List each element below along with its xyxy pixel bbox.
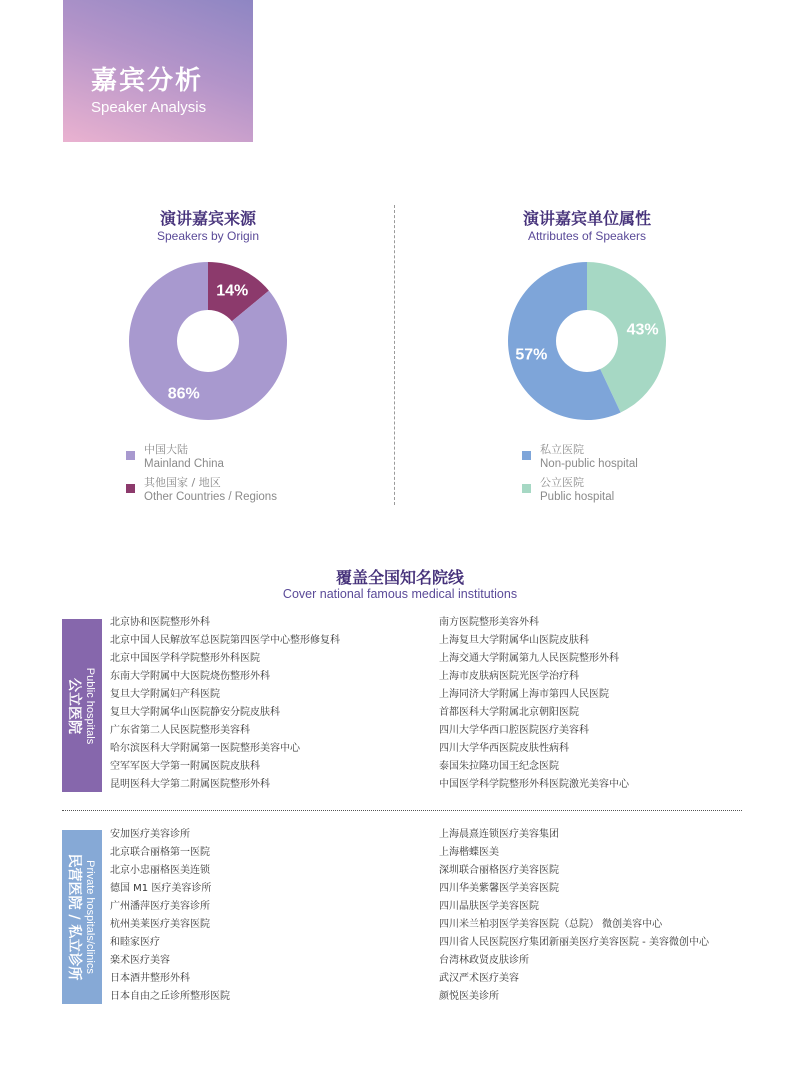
institution-item: 颜悦医美诊所 [439, 991, 499, 1002]
private-clinic-list-left [110, 826, 230, 1006]
page-title: 嘉宾分析 [91, 66, 204, 96]
category-label-zh: 民营医院 / 私立诊所 [66, 853, 82, 981]
origin-slice-label-1: 14% [216, 282, 249, 300]
legend-swatch-other [126, 484, 135, 493]
legend-item-other [126, 476, 277, 504]
origin-chart-title: 演讲嘉宾来源 [159, 209, 256, 228]
legend-item-mainland [126, 443, 277, 471]
institution-item: 哈尔滨医科大学附属第一医院整形美容中心 [110, 743, 300, 754]
institution-item: 中国医学科学院整形外科医院激光美容中心 [439, 779, 629, 790]
legend-label-zh: 其他国家 / 地区 [144, 476, 221, 489]
institution-item: 北京小忠丽格医美连锁 [110, 865, 210, 876]
attributes-legend [522, 443, 638, 509]
institution-item: 上海同济大学附属上海市第四人民医院 [439, 689, 609, 700]
category-label-en: Public hospitals [84, 667, 96, 744]
institution-item: 四川华美紫馨医学美容医院 [439, 883, 559, 894]
legend-label-en: Other Countries / Regions [144, 491, 277, 503]
coverage-title: 覆盖全国知名院线 [335, 568, 464, 587]
institution-item: 上海市皮肤病医院光医学治疗科 [439, 671, 579, 682]
attributes-slice-label-0: 57% [515, 346, 548, 364]
legend-swatch-nonpublic [522, 451, 531, 460]
institution-item: 日本酒井整形外科 [110, 973, 190, 984]
category-label-en: Private hospitals/clinics [84, 860, 96, 974]
private-clinic-list-right [439, 826, 709, 1006]
legend-swatch-public [522, 484, 531, 493]
institution-item: 南方医院整形美容外科 [439, 617, 539, 628]
attributes-chart-subtitle: Attributes of Speakers [527, 229, 647, 243]
legend-item-public [522, 476, 638, 504]
attributes-chart-title: 演讲嘉宾单位属性 [522, 209, 651, 228]
institution-item: 空军军医大学第一附属医院皮肤科 [110, 761, 260, 772]
institution-item: 武汉严术医疗美容 [439, 973, 519, 984]
institution-item: 台湾林政贤皮肤诊所 [439, 955, 529, 966]
institution-item: 日本自由之丘诊所整形医院 [110, 991, 230, 1002]
institution-item: 安加医疗美容诊所 [110, 829, 190, 840]
coverage-subtitle: Cover national famous medical institutions [282, 587, 518, 601]
legend-item-nonpublic [522, 443, 638, 471]
origin-chart-subtitle: Speakers by Origin [156, 229, 260, 243]
header-banner [63, 0, 253, 142]
legend-label-en: Public hospital [540, 491, 615, 503]
institution-item: 昆明医科大学第二附属医院整形外科 [110, 779, 270, 790]
public-hospital-list-right [439, 614, 629, 794]
institution-item: 德国 M1 医疗美容诊所 [110, 883, 212, 894]
institution-item: 广东省第二人民医院整形美容科 [110, 725, 250, 736]
institution-item: 四川大学华西口腔医院医疗美容科 [439, 725, 589, 736]
category-label-zh: 公立医院 [66, 677, 82, 734]
institution-item: 广州潘萍医疗美容诊所 [110, 901, 210, 912]
institution-item: 楽术医疗美容 [110, 955, 170, 966]
institution-item: 四川晶肤医学美容医院 [439, 901, 539, 912]
institution-item: 泰国朱拉隆功国王纪念医院 [439, 761, 559, 772]
origin-donut-chart [128, 261, 288, 421]
legend-label-zh: 私立医院 [540, 443, 584, 456]
institution-item: 北京中国人民解放军总医院第四医学中心整形修复科 [110, 635, 340, 646]
institution-item: 北京中国医学科学院整形外科医院 [110, 653, 260, 664]
page-subtitle: Speaker Analysis [91, 99, 207, 116]
institution-item: 四川米兰柏羽医学美容医院（总院） 微创美容中心 [439, 919, 663, 930]
institution-item: 北京联合丽格第一医院 [110, 847, 210, 858]
institution-item: 北京协和医院整形外科 [110, 617, 210, 628]
legend-label-en: Non-public hospital [540, 458, 638, 470]
public-hospitals-label-bar [62, 619, 102, 792]
legend-swatch-mainland [126, 451, 135, 460]
institution-item: 上海交通大学附属第九人民医院整形外科 [439, 653, 619, 664]
public-hospital-list-left [110, 614, 340, 794]
legend-label-zh: 中国大陆 [144, 443, 188, 456]
institution-item: 杭州美莱医疗美容医院 [110, 919, 210, 930]
private-clinics-label [66, 854, 98, 981]
institution-item: 四川大学华西医院皮肤性病科 [439, 743, 569, 754]
section-divider [62, 810, 742, 811]
origin-legend [126, 443, 277, 509]
legend-label-zh: 公立医院 [540, 476, 584, 489]
institution-item: 复旦大学附属华山医院静安分院皮肤科 [110, 707, 280, 718]
attributes-slice-label-1: 43% [626, 321, 659, 339]
institution-item: 深圳联合丽格医疗美容医院 [439, 865, 559, 876]
legend-label-en: Mainland China [144, 458, 224, 470]
institution-item: 上海晨熹连锁医疗美容集团 [439, 829, 559, 840]
origin-slice-label-0: 86% [167, 385, 200, 403]
public-hospitals-label [66, 667, 98, 743]
institution-item: 四川省人民医院医疗集团新丽美医疗美容医院 - 美容微创中心 [439, 937, 709, 948]
institution-item: 首都医科大学附属北京朝阳医院 [439, 707, 579, 718]
vertical-divider [394, 205, 395, 505]
attributes-donut-chart [507, 261, 667, 421]
private-clinics-label-bar [62, 830, 102, 1004]
institution-item: 上海复旦大学附属华山医院皮肤科 [439, 635, 589, 646]
institution-item: 东南大学附属中大医院烧伤整形外科 [110, 671, 270, 682]
institution-item: 复旦大学附属妇产科医院 [110, 689, 220, 700]
institution-item: 和睦家医疗 [110, 937, 160, 948]
institution-item: 上海楷蝶医美 [439, 847, 499, 858]
